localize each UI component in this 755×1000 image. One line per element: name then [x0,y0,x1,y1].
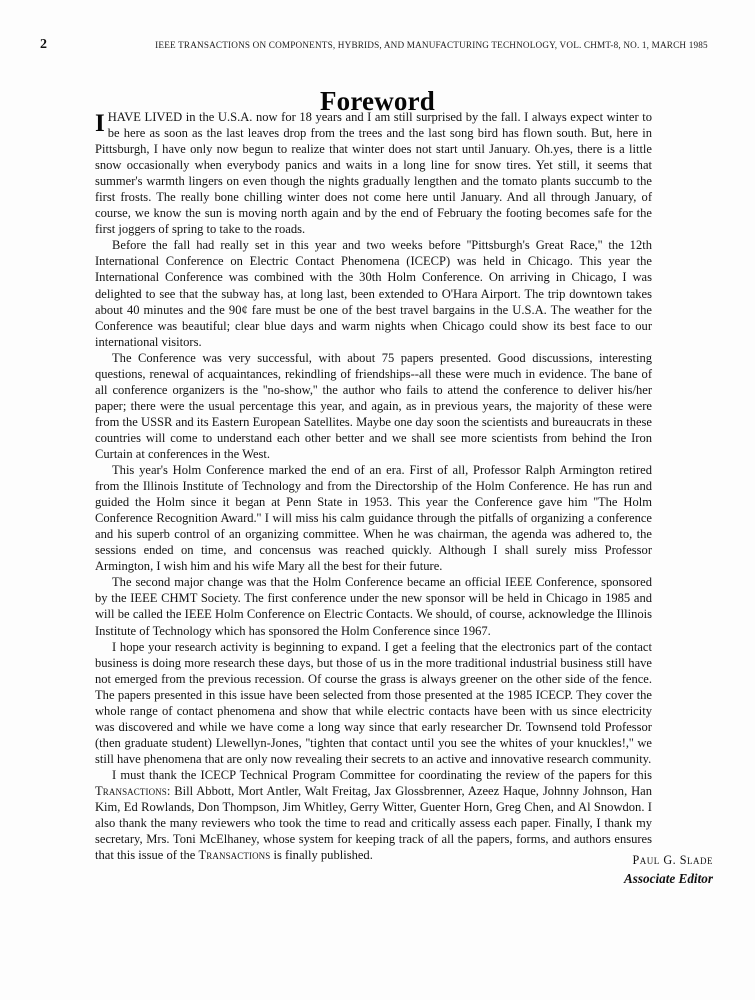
transactions-smallcaps-1: Transactions [95,783,167,798]
paragraph-6: I hope your research activity is beginning to expand. I get a feeling that the electronics part of the contact business is doing more research these days, but those of us in the more traditional industrial business still have not emerged from the previous recession. Of course the grass is always greener on the other side of the fence. The papers presented in this issue have been selected from those presented at the 1985 ICECP. They cover the whole range of contact phenomena and show that while electric contacts have been with us since electricity was discovered and while we have come a long way since that early researcher Dr. Townsend told Professor (then graduate student) Llewellyn-Jones, ''tighten that contact until you see the whites of your knuckles!,'' we still have phenomena that are only now revealing their secrets to an active and innovative research community. [95,639,652,766]
transactions-smallcaps-2: Transactions [198,848,271,863]
paragraph-7-text-b: : Bill Abbott, Mort Antler, Walt Freitag, Jax Glossbrenner, Azeez Haque, Johnny Johnson, Han Kim, Ed Rowlands, Don Thompson, Jim Whitley, Gerry Witter, Guenter Horn, Greg Chen, and Al Snowdon. I also thank the many reviewers who took the time to read and critically assess each paper. Finally, I thank my secretary, Mrs. Toni McElhaney, whose system for keeping track of all the papers, forms, and authors ensures that this issue of the [95,783,652,863]
paragraph-7-text-c: is finally published. [270,848,373,863]
signature-block [453,852,713,887]
paragraph-1 [95,109,652,237]
paragraph-2: Before the fall had really set in this year and two weeks before ''Pittsburgh's Great Race,'' the 12th International Conference on Electric Contact Phenomena (ICECP) was held in Chicago. This year the International Conference was combined with the 30th Holm Conference. On arriving in Chicago, I was delighted to see that the subway has, at long last, been extended to O'Hara Airport. The trip downtown takes about 40 minutes and the 90¢ fare must be one of the best travel bargains in the U.S.A. The weather for the Conference was beautiful; clear blue days and warm nights when Chicago could show its best face to our international visitors. [95,238,652,349]
journal-running-title: IEEE TRANSACTIONS ON COMPONENTS, HYBRIDS, AND MANUFACTURING TECHNOLOGY, VOL. CHMT-8, NO. 1, MARCH 1985 [155,39,708,50]
signature-name: Paul G. Slade [632,853,713,867]
body-text-column [95,109,652,863]
page-title: Foreword [319,86,436,117]
paragraph-1-text: HAVE LIVED in the U.S.A. now for 18 years and I am still surprised by the fall. I always expect winter to be here as soon as the last leaves drop from the trees and the last song bird has flown south. But, here in Pittsburgh, I have only now begun to realize that winter does not start until January. Oh.yes, there is a little snow occasionally when everybody panics and waits in a long line for snow tires. Yet still, it seems that summer's warmth lingers on even though the nights gradually lengthen and the tomato plants succumb to the first frosts. The really bone chilling winter does not come here until January. And all through January, of course, we know the sun is moving north again and by the end of February the footing becomes safe for the first joggers of spring to take to the roads. [95,110,652,237]
drop-cap: I [95,110,105,137]
signature-role: Associate Editor [623,871,713,886]
paragraph-7-text-a: I must thank the ICECP Technical Program Committee for coordinating the review of the papers for this [112,767,652,782]
page-number: 2 [40,37,47,52]
paragraph-4: This year's Holm Conference marked the end of an era. First of all, Professor Ralph Armington retired from the Illinois Institute of Technology and from the Directorship of the Holm Conference. He has run and guided the Holm since it began at Penn State in 1953. This year the Conference gave him ''The Holm Conference Recognition Award.'' I will miss his calm guidance through the pitfalls of organizing a conference and his superb control of an organizing committee. When he was chairman, the agenda was adhered to, the sessions ended on time, and concensus was reached quickly. Although I shall surely miss Professor Armington, I wish him and his wife Mary all the best for their future. [95,463,652,574]
running-head [40,37,713,53]
paragraph-3: The Conference was very successful, with about 75 papers presented. Good discussions, interesting questions, renewal of acquaintances, rekindling of friendships--all these were much in evidence. The bane of all conference organizers is the ''no-show,'' the author who fails to attend the conference to deliver his/her paper; there were the usual percentage this year, and again, as in previous years, the majority of these were from the USSR and its Eastern European Satellites. Maybe one day soon the scientists and bureaucrats in these countries will come to understand each other better and we shall see more scientists from behind the Iron Curtain at conferences in the West. [95,350,652,461]
paragraph-5: The second major change was that the Holm Conference became an official IEEE Conference, sponsored by the IEEE CHMT Society. The first conference under the new sponsor will be held in Chicago in 1985 and will be called the IEEE Holm Conference on Electric Contacts. We should, of course, acknowledge the Illinois Institute of Technology which has sponsored the Holm Conference since 1967. [95,575,652,638]
paragraph-7 [95,767,652,863]
